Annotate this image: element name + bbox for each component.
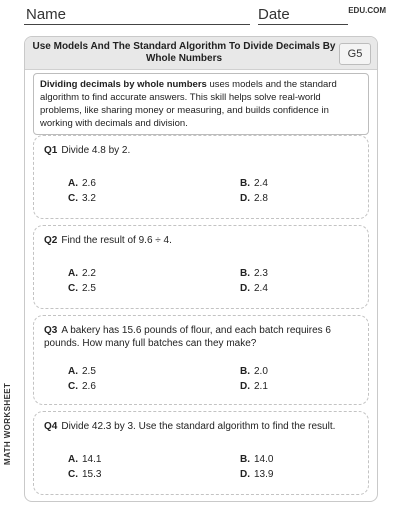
option-a[interactable]: [68, 454, 101, 465]
question-card-q3: [33, 315, 369, 405]
option-letter: C.: [68, 469, 78, 480]
option-a[interactable]: [68, 366, 96, 377]
name-field-line[interactable]: [24, 24, 250, 25]
option-value: 13.9: [254, 469, 274, 480]
option-letter: A.: [68, 366, 78, 377]
question-text: [44, 420, 354, 433]
option-value: 2.5: [82, 283, 96, 294]
option-letter: D.: [240, 283, 250, 294]
option-value: 2.6: [82, 178, 96, 189]
date-label: Date: [258, 6, 290, 23]
option-value: 2.8: [254, 193, 268, 204]
question-prompt: Divide 42.3 by 3. Use the standard algorithm to find the result.: [61, 421, 336, 432]
option-b[interactable]: [240, 366, 268, 377]
option-letter: C.: [68, 283, 78, 294]
option-a[interactable]: [68, 268, 96, 279]
option-letter: D.: [240, 193, 250, 204]
option-value: 14.0: [254, 454, 274, 465]
intro-text: uses models and the standard algorithm to find accurate answers. This skill helps solve real-world problems, like sharing money or measuring, and builds confidence in working with decimals and division.: [40, 79, 337, 129]
option-value: 2.0: [254, 366, 268, 377]
option-letter: B.: [240, 366, 250, 377]
option-d[interactable]: [240, 381, 268, 392]
title-bar: [25, 37, 377, 70]
option-letter: A.: [68, 178, 78, 189]
question-text: [44, 234, 354, 247]
question-number: Q2: [44, 235, 58, 246]
option-d[interactable]: [240, 469, 273, 480]
side-label: MATH WORKSHEET: [3, 382, 12, 465]
option-d[interactable]: [240, 283, 268, 294]
question-text: [44, 144, 354, 157]
question-card-q2: [33, 225, 369, 309]
option-value: 2.1: [254, 381, 268, 392]
option-value: 2.4: [254, 178, 268, 189]
option-letter: C.: [68, 381, 78, 392]
question-card-q1: [33, 135, 369, 219]
option-b[interactable]: [240, 178, 268, 189]
option-letter: B.: [240, 268, 250, 279]
option-letter: C.: [68, 193, 78, 204]
question-prompt: A bakery has 15.6 pounds of flour, and each batch requires 6 pounds. How many full batches can they make?: [44, 325, 331, 349]
option-value: 2.3: [254, 268, 268, 279]
option-letter: B.: [240, 178, 250, 189]
question-card-q4: [33, 411, 369, 495]
question-prompt: Divide 4.8 by 2.: [61, 145, 131, 156]
option-c[interactable]: [68, 283, 96, 294]
question-number: Q1: [44, 145, 58, 156]
option-value: 2.5: [82, 366, 96, 377]
question-number: Q4: [44, 421, 58, 432]
option-value: 14.1: [82, 454, 102, 465]
question-number: Q3: [44, 325, 58, 336]
option-letter: D.: [240, 469, 250, 480]
option-d[interactable]: [240, 193, 268, 204]
option-c[interactable]: [68, 469, 101, 480]
option-value: 3.2: [82, 193, 96, 204]
option-c[interactable]: [68, 381, 96, 392]
worksheet-title: Use Models And The Standard Algorithm To Divide Decimals By Whole Numbers: [32, 41, 336, 64]
date-field-line[interactable]: [258, 24, 348, 25]
question-text: [44, 324, 354, 350]
option-letter: B.: [240, 454, 250, 465]
intro-box: [33, 73, 369, 135]
brand-logo: EDU.COM: [348, 6, 386, 15]
option-c[interactable]: [68, 193, 96, 204]
option-letter: D.: [240, 381, 250, 392]
option-letter: A.: [68, 268, 78, 279]
option-letter: A.: [68, 454, 78, 465]
option-value: 2.6: [82, 381, 96, 392]
option-b[interactable]: [240, 268, 268, 279]
worksheet: [24, 36, 378, 502]
name-label: Name: [26, 6, 67, 23]
question-prompt: Find the result of 9.6 ÷ 4.: [61, 235, 172, 246]
option-value: 2.4: [254, 283, 268, 294]
option-b[interactable]: [240, 454, 273, 465]
option-a[interactable]: [68, 178, 96, 189]
intro-bold: Dividing decimals by whole numbers: [40, 79, 207, 90]
option-value: 15.3: [82, 469, 102, 480]
grade-badge: G5: [339, 43, 371, 65]
option-value: 2.2: [82, 268, 96, 279]
